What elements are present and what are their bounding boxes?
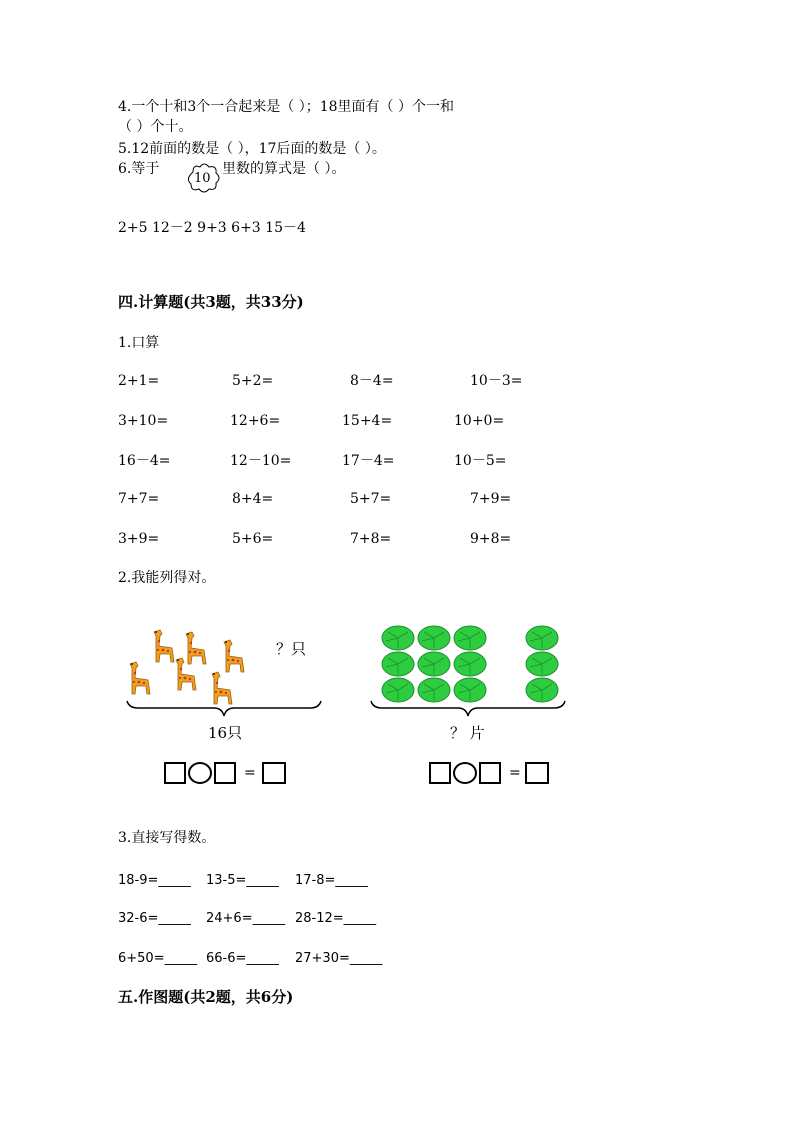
oral-calc-item: 7+7= <box>118 491 160 507</box>
giraffe-icon <box>224 640 244 672</box>
flower-number: 10 <box>194 171 211 186</box>
leaf-icon <box>454 626 486 650</box>
question-1-title: 1.口算 <box>118 335 160 351</box>
question-6-before: 6.等于 <box>118 161 160 177</box>
direct-calc-item: 32-6=_____ <box>118 911 191 926</box>
answer-box[interactable] <box>214 762 236 784</box>
question-5: 5.12前面的数是（ ），17后面的数是（ ）。 <box>118 141 386 157</box>
giraffe-total-label: 16只 <box>208 724 243 742</box>
leaf-icon <box>454 678 486 702</box>
oral-calc-item: 8－4= <box>350 373 394 389</box>
answer-box[interactable] <box>164 762 186 784</box>
direct-calc-item: 13-5=_____ <box>206 873 279 888</box>
equation-right <box>429 762 559 786</box>
giraffe-icon <box>154 630 174 662</box>
direct-calc-item: 24+6=_____ <box>206 911 286 926</box>
direct-calc-item: 17-8=_____ <box>295 873 368 888</box>
direct-calc-item: 28-12=_____ <box>295 911 377 926</box>
giraffes-picture <box>122 622 272 712</box>
oral-calc-item: 5+6= <box>232 531 274 547</box>
oral-calc-item: 10－3= <box>470 373 523 389</box>
oral-calc-item: 5+2= <box>232 373 274 389</box>
leaf-icon <box>382 652 414 676</box>
oral-calc-item: 7+8= <box>350 531 392 547</box>
question-4-line-1: 4.一个十和3个一合起来是（ ）；18里面有（ ）个一和 <box>118 99 454 115</box>
question-4-line-2: （ ）个十。 <box>118 119 193 135</box>
giraffe-question-label: ？只 <box>276 640 307 658</box>
question-6-options: 2+5 12－2 9+3 6+3 15－4 <box>118 220 306 236</box>
operator-circle[interactable] <box>188 762 212 784</box>
giraffe-icon <box>176 658 196 690</box>
leaf-icon <box>382 678 414 702</box>
direct-calc-item: 66-6=_____ <box>206 951 279 966</box>
equation-left <box>164 762 294 786</box>
question-6-after: 里数的算式是（ ）。 <box>222 161 346 177</box>
section-5-title: 五.作图题(共2题，共6分) <box>118 988 294 1006</box>
question-2-title: 2.我能列得对。 <box>118 570 216 586</box>
direct-calc-item: 18-9=_____ <box>118 873 191 888</box>
oral-calc-item: 2+1= <box>118 373 160 389</box>
leaf-icon <box>526 626 558 650</box>
question-3-title: 3.直接写得数。 <box>118 830 216 846</box>
oral-calc-item: 17－4= <box>342 453 395 469</box>
leaf-icon <box>382 626 414 650</box>
answer-box[interactable] <box>525 762 549 784</box>
section-4-title: 四.计算题(共3题，共33分) <box>118 293 304 311</box>
leaf-icon <box>418 626 450 650</box>
direct-calc-item: 27+30=_____ <box>295 951 383 966</box>
giraffe-icon <box>186 632 206 664</box>
leaf-icon <box>526 652 558 676</box>
oral-calc-item: 3+10= <box>118 413 169 429</box>
oral-calc-item: 15+4= <box>342 413 393 429</box>
leaf-icon <box>526 678 558 702</box>
leaf-brace <box>370 700 566 718</box>
oral-calc-item: 3+9= <box>118 531 160 547</box>
oral-calc-item: 8+4= <box>232 491 274 507</box>
oral-calc-item: 10+0= <box>454 413 505 429</box>
answer-box[interactable] <box>262 762 286 784</box>
leaves-picture <box>378 626 568 706</box>
leaf-icon <box>418 652 450 676</box>
leaf-icon <box>418 678 450 702</box>
leaf-icon <box>454 652 486 676</box>
operator-circle[interactable] <box>453 762 477 784</box>
answer-box[interactable] <box>429 762 451 784</box>
oral-calc-item: 5+7= <box>350 491 392 507</box>
giraffe-brace <box>126 700 322 718</box>
direct-calc-item: 6+50=_____ <box>118 951 198 966</box>
oral-calc-item: 12－10= <box>230 453 292 469</box>
answer-box[interactable] <box>479 762 501 784</box>
equals-sign: = <box>509 765 521 781</box>
oral-calc-item: 7+9= <box>470 491 512 507</box>
giraffe-icon <box>130 662 150 694</box>
oral-calc-item: 16－4= <box>118 453 171 469</box>
leaf-total-label: ？ 片 <box>450 724 485 742</box>
oral-calc-item: 12+6= <box>230 413 281 429</box>
oral-calc-item: 9+8= <box>470 531 512 547</box>
equals-sign: = <box>244 765 256 781</box>
oral-calc-item: 10－5= <box>454 453 507 469</box>
